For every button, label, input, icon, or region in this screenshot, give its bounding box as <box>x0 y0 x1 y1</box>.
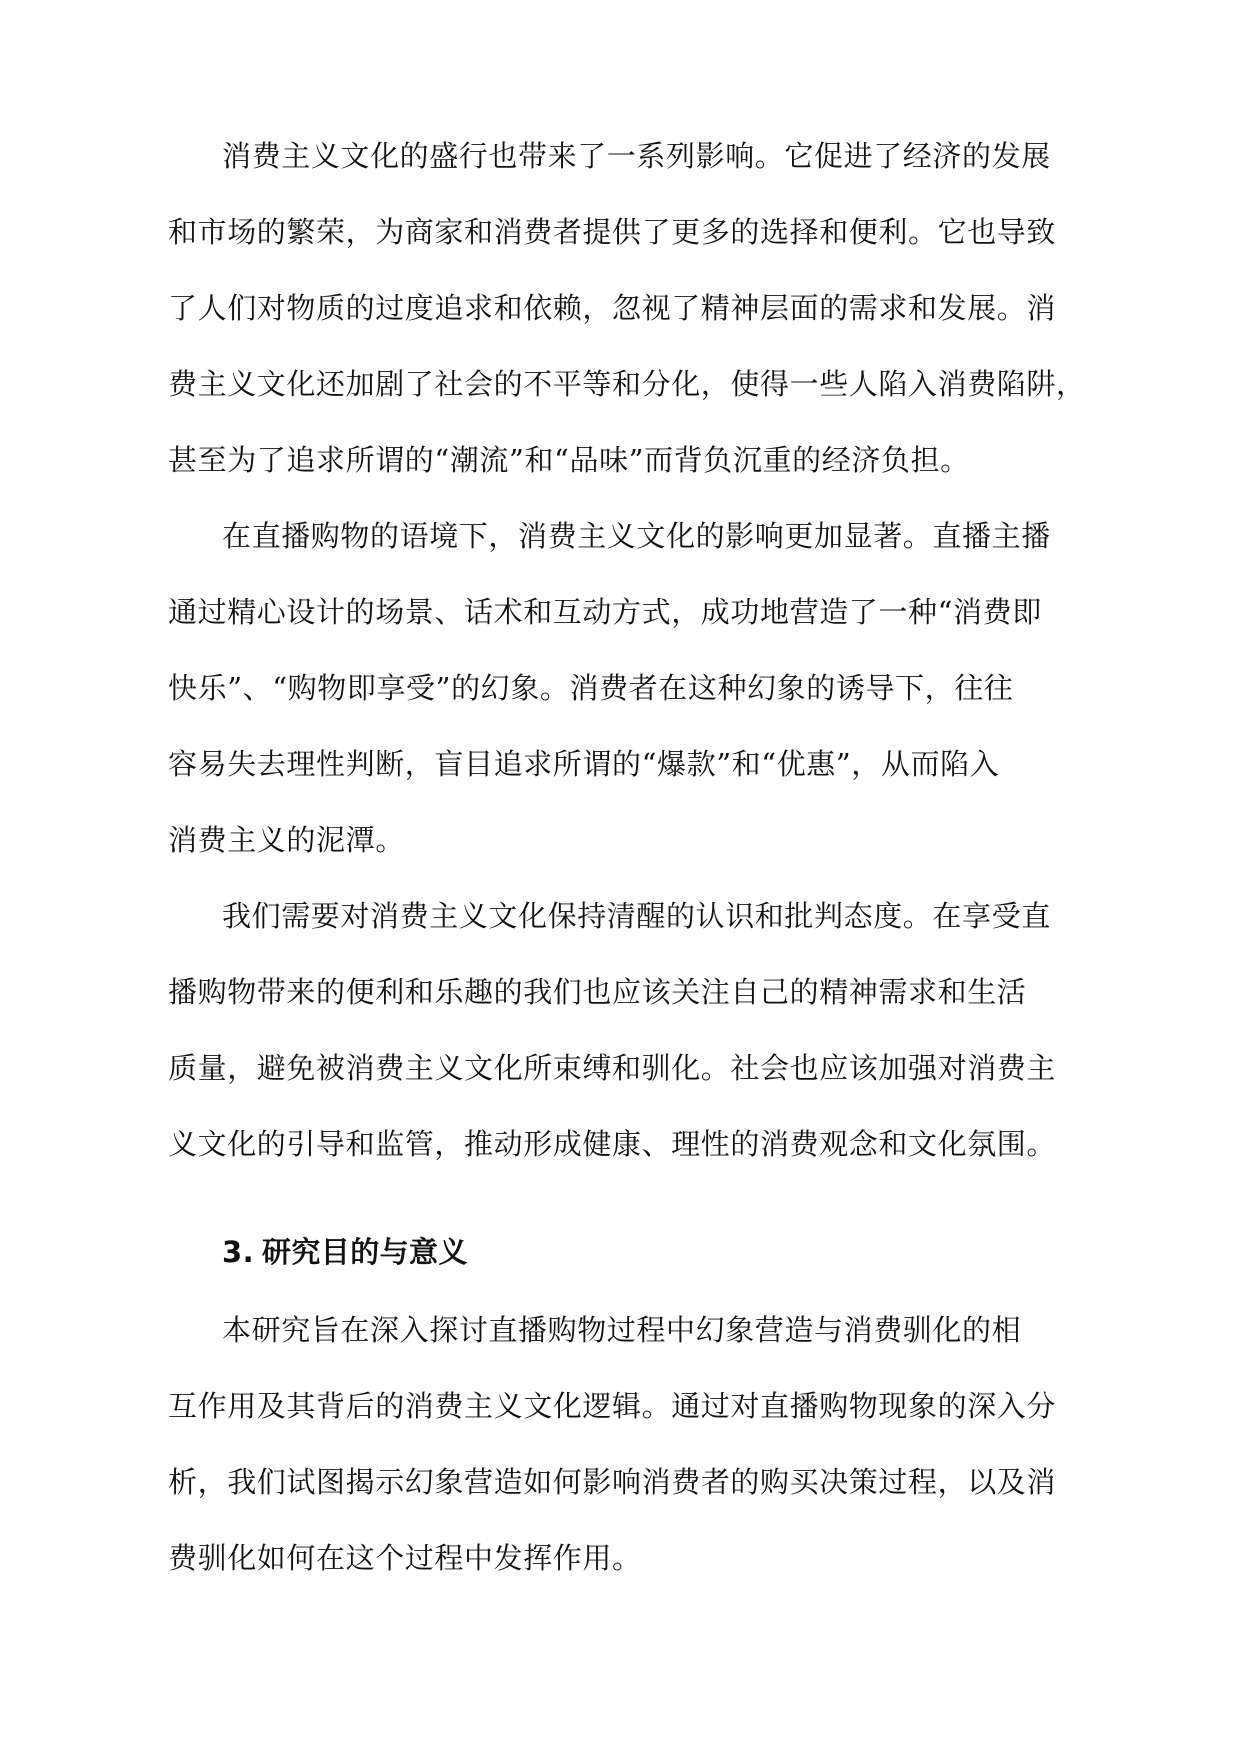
paragraph-3-line-4: 义文化的引导和监管，推动形成健康、理性的消费观念和文化氛围。 <box>168 1127 1057 1161</box>
paragraph-1-line-3: 了人们对物质的过度追求和依赖，忽视了精神层面的需求和发展。消 <box>168 291 1057 325</box>
paragraph-1-line-4: 费主义文化还加剧了社会的不平等和分化，使得一些人陷入消费陷阱， <box>168 367 1086 401</box>
section-paragraph-line-1: 本研究旨在深入探讨直播购物过程中幻象营造与消费驯化的相 <box>222 1313 1022 1347</box>
paragraph-1-line-1: 消费主义文化的盛行也带来了一系列影响。它促进了经济的发展 <box>222 139 1051 173</box>
section-paragraph-line-2: 互作用及其背后的消费主义文化逻辑。通过对直播购物现象的深入分 <box>168 1389 1057 1423</box>
paragraph-3-line-3: 质量，避免被消费主义文化所束缚和驯化。社会也应该加强对消费主 <box>168 1051 1057 1085</box>
section-paragraph-line-3: 析，我们试图揭示幻象营造如何影响消费者的购买决策过程，以及消 <box>168 1465 1057 1499</box>
paragraph-2-line-4: 容易失去理性判断，盲目追求所谓的“爆款”和“优惠”，从而陷入 <box>168 747 1000 781</box>
paragraph-2-line-2: 通过精心设计的场景、话术和互动方式，成功地营造了一种“消费即 <box>168 595 1042 629</box>
section-title: 研究目的与意义 <box>262 1235 468 1269</box>
paragraph-2-line-3: 快乐”、“购物即享受”的幻象。消费者在这种幻象的诱导下，往往 <box>168 671 1014 705</box>
paragraph-1-line-5: 甚至为了追求所谓的“潮流”和“品味”而背负沉重的经济负担。 <box>168 443 970 477</box>
section-paragraph-line-4: 费驯化如何在这个过程中发挥作用。 <box>168 1541 642 1575</box>
paragraph-2-line-5: 消费主义的泥潭。 <box>168 823 405 857</box>
paragraph-3-line-1: 我们需要对消费主义文化保持清醒的认识和批判态度。在享受直 <box>222 899 1051 933</box>
paragraph-1-line-2: 和市场的繁荣，为商家和消费者提供了更多的选择和便利。它也导致 <box>168 215 1057 249</box>
section-number: 3. <box>222 1235 254 1269</box>
paragraph-3-line-2: 播购物带来的便利和乐趣的我们也应该关注自己的精神需求和生活 <box>168 975 1027 1009</box>
paragraph-2-line-1: 在直播购物的语境下，消费主义文化的影响更加显著。直播主播 <box>222 519 1051 553</box>
